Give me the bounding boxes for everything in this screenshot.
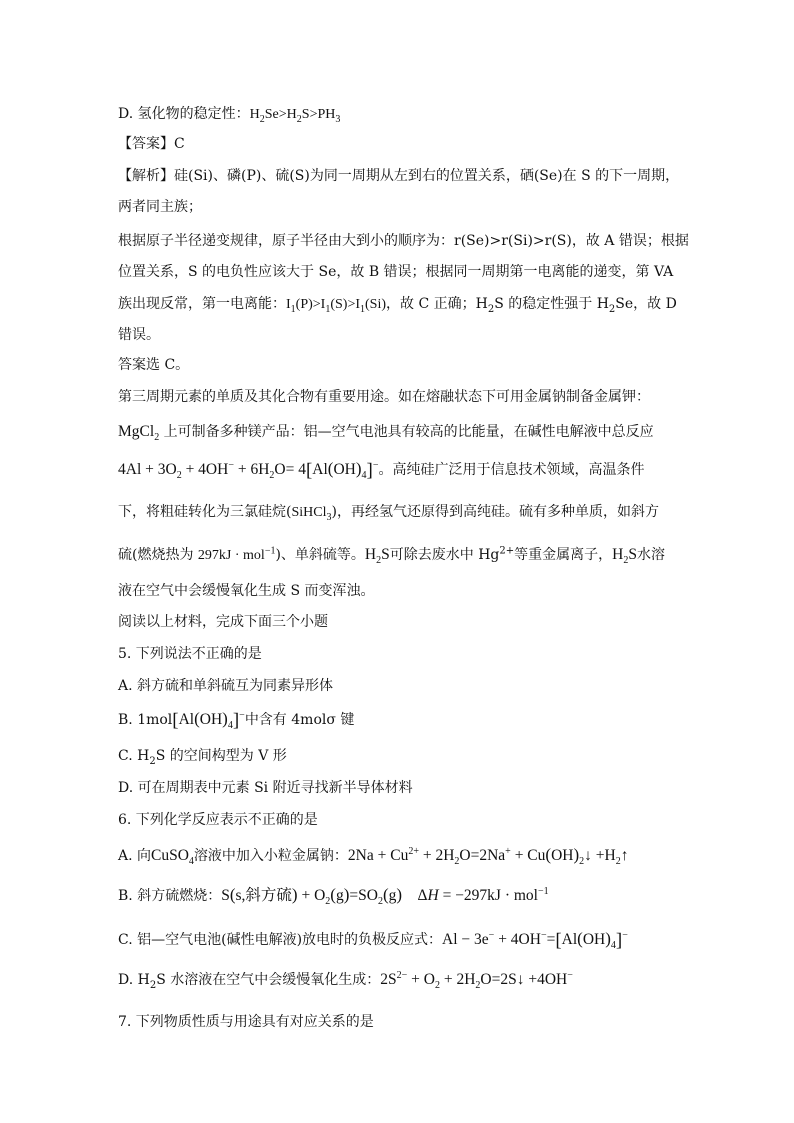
formula-al-oh4: $[Al(OH)_4]^-$ xyxy=(172,709,245,732)
q5-option-b: B. $1mol[Al(OH)_4]^-$中含有 4molσ 键 xyxy=(118,709,355,732)
material-instruction: 阅读以上材料，完成下面三个小题 xyxy=(118,614,328,630)
q6-stem: 6. 下列化学反应表示不正确的是 xyxy=(118,812,318,828)
formula-ionization-energy: $I_1(P)>I_1(S)>I_1(Si)$ xyxy=(286,297,387,315)
formula-h2s: $H_2S$ xyxy=(364,546,390,567)
material-line-4: 下，将粗硅转化为三氯硅烷(SiHCl$_3$)，再经氢气还原得到高纯硅。硫有多种单质，如斜方 xyxy=(118,504,659,523)
formula-cuso4: CuSO$_4$ xyxy=(151,847,194,868)
q5-option-c: C. $H_2S$ 的空间构型为 V 形 xyxy=(118,748,287,767)
analysis-conclusion: 答案选 C。 xyxy=(118,357,190,373)
material-line-5: 硫(燃烧热为 297kJ · mol$^{-1}$)、单斜硫等。$H_2S$可除去废水中 $Hg^{2+}$等重金属离子，$H_2S$水溶 xyxy=(118,545,665,567)
formula-sihcl3: SiHCl$_3$ xyxy=(291,505,332,523)
q6-option-a: A. 向CuSO$_4$溶液中加入小粒金属钠：$2Na + Cu^{2+} + 2H_2O=2Na^+$ + $Cu(OH)_2↓$ $+H_2↑$ xyxy=(118,845,629,868)
answer-line: 【答案】C xyxy=(118,136,185,152)
formula-combustion-heat: 297kJ · mol$^{-1}$ xyxy=(197,545,276,563)
q5-option-d: D. 可在周期表中元素 Si 附近寻找新半导体材料 xyxy=(118,780,413,796)
analysis-line-4: 位置关系，S 的电负性应该大于 Se，故 B 错误；根据同一周期第一电离能的递变，第 VA xyxy=(118,264,674,280)
formula-sulfide-oxidation: $2S^{2-} + O_2$ + $2H_2O=2S↓ +4OH^-$ xyxy=(380,969,573,992)
formula-h2s-2: $H_2S$ xyxy=(612,546,637,567)
analysis-line-3: 根据原子半径递变规律，原子半径由大到小的顺序为：r(Se)>r(Si)>r(S)，故 A 错误；根据 xyxy=(118,233,689,249)
formula-al-air-total: $4Al + 3O_2 + 4OH^- + 6H_2O= 4[Al(OH)_4]^-$ xyxy=(118,459,379,482)
analysis-line-1: 【解析】硅(Si)、磷(P)、硫(S)为同一周期从左到右的位置关系，硒(Se)在 S 的下一周期， xyxy=(118,168,680,184)
material-line-3: $4Al + 3O_2 + 4OH^- + 6H_2O= 4[Al(OH)_4]^-$。高纯硅广泛用于信息技术领域，高温条件 xyxy=(118,459,645,482)
analysis-line-6: 错误。 xyxy=(118,327,160,343)
material-line-6: 液在空气中会缓慢氧化生成 S 而变浑浊。 xyxy=(118,583,375,599)
formula-hydride-order: $H_2Se>H_2S>PH_3$ xyxy=(249,107,341,125)
q5-stem: 5. 下列说法不正确的是 xyxy=(118,646,262,662)
formula-anode-reaction: $Al - 3e^- + 4OH^-=[Al(OH)_4]^-$ xyxy=(442,929,628,952)
material-line-2: MgCl$_2$ 上可制备多种镁产品：铝—空气电池具有较高的比能量，在碱性电解液中总反应 xyxy=(118,423,654,444)
q5-option-a: A. 斜方硫和单斜硫互为同素异形体 xyxy=(118,678,334,694)
formula-mgcl2: MgCl$_2$ xyxy=(118,423,160,444)
analysis-line-2: 两者同主族； xyxy=(118,199,202,215)
material-line-1: 第三周期元素的单质及其化合物有重要用途。如在熔融状态下可用金属钠制备金属钾： xyxy=(118,389,650,405)
q7-stem: 7. 下列物质性质与用途具有对应关系的是 xyxy=(118,1014,374,1030)
q6-option-b: B. 斜方硫燃烧：S(s,斜方硫) + $O_2(g)=SO_2(g)$ ΔH = −297kJ · mol$^{-1}$ xyxy=(118,885,549,908)
formula-na-cu-reaction: $2Na + Cu^{2+} + 2H_2O=2Na^+$ + $Cu(OH)_2↓$ $+H_2↑$ xyxy=(347,845,629,868)
q6-option-c: C. 铝—空气电池(碱性电解液)放电时的负极反应式：$Al - 3e^- + 4OH^-=[Al(OH)_4]^-$ xyxy=(118,929,628,952)
formula-sulfur-combustion: S(s,斜方硫) + $O_2(g)=SO_2(g)$ ΔH = −297kJ · mol$^{-1}$ xyxy=(221,885,549,908)
q6-option-d: D. $H_2S$ 水溶液在空气中会缓慢氧化生成：$2S^{2-} + O_2$ + $2H_2O=2S↓ +4OH^-$ xyxy=(118,969,573,992)
q4-option-d: D. 氢化物的稳定性：$H_2Se>H_2S>PH_3$ xyxy=(118,106,341,125)
analysis-line-5: 族出现反常，第一电离能：$I_1(P)>I_1(S)>I_1(Si)$，故 C 正确；$H_2S$ 的稳定性强于 $H_2Se$，故 D xyxy=(118,296,677,315)
